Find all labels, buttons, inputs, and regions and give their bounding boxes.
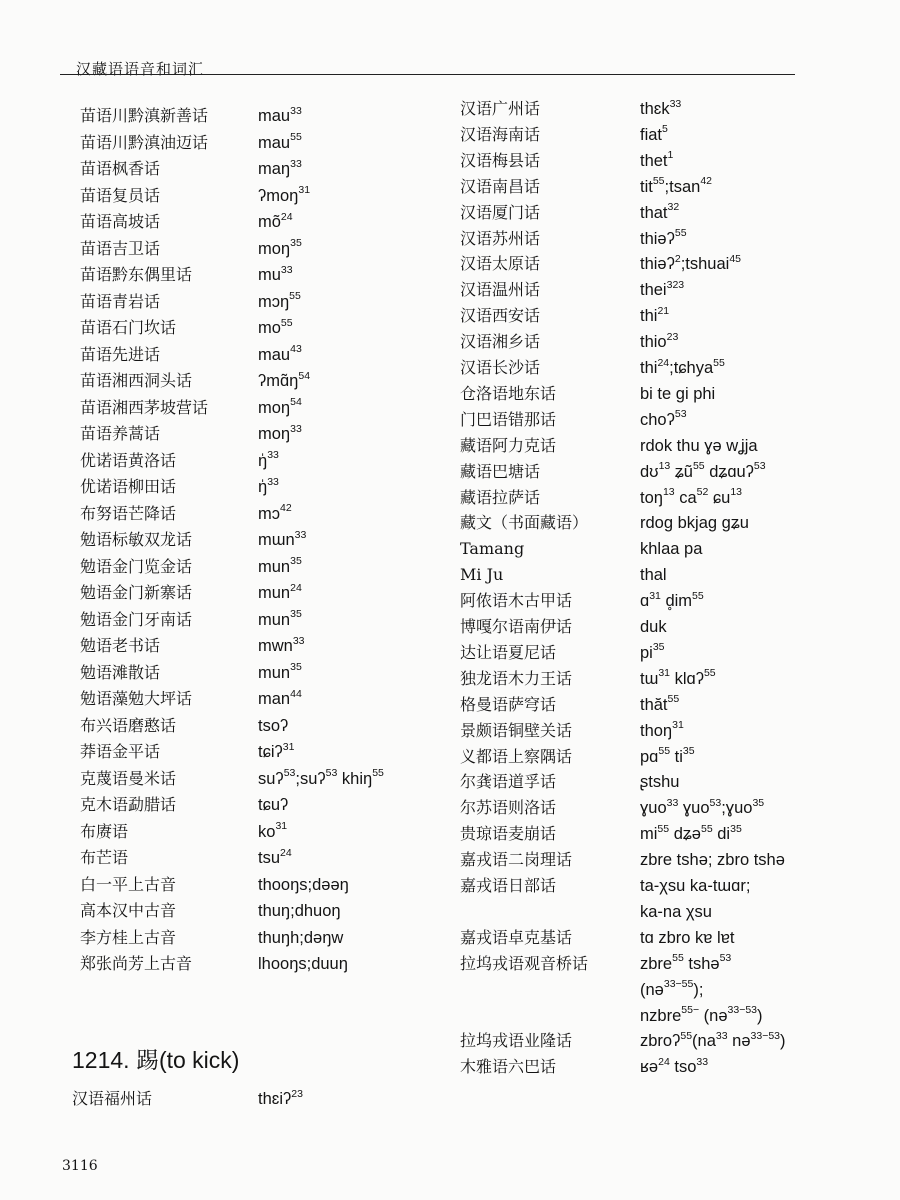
word-form: pɑ$^{55}$ $ti^{35}$	[640, 745, 695, 766]
language-name: 嘉戎语日部话	[460, 876, 557, 895]
language-name: 苗语先进话	[80, 344, 161, 364]
language-name: 拉坞戎语业隆话	[460, 1031, 573, 1051]
language-name: 独龙语木力王话	[460, 668, 573, 688]
word-form: thɛiʔ$^{23}$	[258, 1087, 303, 1108]
word-form: rdog bkjag gʑu	[640, 514, 749, 533]
language-name: 苗语黔东偶里话	[80, 265, 193, 284]
word-form: moŋ$^{54}$	[258, 396, 302, 417]
word-form: zbre tshə; zbro tshə	[640, 851, 785, 870]
word-form: mɔŋ$^{55}$	[258, 290, 301, 311]
language-name: 勉语金门牙南话	[80, 609, 193, 629]
language-name: 汉语梅县话	[460, 150, 541, 170]
word-form: lhooŋs;duuŋ	[258, 955, 348, 973]
language-name: 藏文（书面藏语）	[460, 513, 589, 533]
word-form: mɯn$^{33}$	[258, 528, 307, 549]
language-name: 汉语福州话	[72, 1089, 153, 1108]
word-form: thio$^{23}$	[640, 330, 679, 352]
language-name: 布赓语	[80, 821, 129, 841]
word-form: khlaa pa	[640, 540, 703, 559]
language-name: 优诺语柳田话	[80, 477, 177, 496]
language-name: 拉坞戎语观音桥话	[460, 953, 589, 973]
language-name: 苗语枫香话	[80, 159, 161, 178]
language-name: 藏语阿力克话	[460, 435, 557, 455]
word-form: that$^{32}$	[640, 201, 680, 222]
word-form: bi te gi phi	[640, 384, 716, 403]
word-form: mau$^{43}$	[258, 343, 302, 364]
word-form: fiat$^5$	[640, 123, 668, 144]
language-name: 苗语湘西茅坡营话	[80, 397, 209, 417]
word-form: $mu^{33}$	[258, 263, 293, 284]
language-name: 布努语芒降话	[80, 503, 177, 523]
word-form: tɕuʔ	[258, 796, 289, 814]
word-form: suʔ$^{53}$;suʔ$^{53}$ khiŋ$^{55}$	[258, 767, 384, 788]
language-name: 格曼语萨穹话	[460, 694, 557, 714]
word-form: mau$^{55}$	[258, 131, 302, 152]
word-form: mun$^{35}$	[258, 608, 302, 629]
language-name: 苗语石门坎话	[80, 318, 177, 337]
language-name: 汉语温州话	[460, 280, 541, 300]
language-name: 克蔑语曼米话	[80, 768, 177, 788]
word-form: thal	[640, 566, 667, 585]
word-form: zbre$^{55}$ tshə$^{53}$	[640, 952, 732, 973]
language-name: 勉语滩散话	[80, 662, 161, 682]
word-form: toŋ$^{13}$ $ca^{52}$ ɕu$^{13}$	[640, 486, 743, 507]
language-name: 尔龚语道孚话	[460, 772, 557, 792]
language-name: 郑张尚芳上古音	[80, 954, 193, 973]
word-form: mun$^{35}$	[258, 555, 302, 576]
language-name: 苗语川黔滇油迈话	[80, 132, 209, 152]
language-name: 勉语标敏双龙话	[80, 530, 193, 549]
word-form: tɑ zbro kɐ lɐt	[640, 928, 735, 947]
language-name: 汉语长沙话	[460, 358, 541, 377]
language-name: 苗语青岩话	[80, 291, 161, 311]
word-form: thoŋ$^{31}$	[640, 719, 684, 740]
language-name: 藏语拉萨话	[460, 487, 541, 507]
word-form: thi$^{24}$;tɕhya$^{55}$	[640, 356, 725, 377]
word-form: thet$^1$	[640, 149, 674, 170]
word-form: tɕiʔ$^{31}$	[258, 740, 295, 761]
word-form: thuŋ;dhuoŋ	[258, 902, 341, 920]
language-name: 莽语金平话	[80, 742, 161, 761]
word-form: $ʔmɑ̃ŋ^{54}$	[258, 369, 311, 390]
word-form: thăt$^{55}$	[640, 693, 680, 714]
language-name: 苗语高坡话	[80, 212, 161, 231]
word-form: nzbre$^{55-}$ (nə$^{33-53}$)	[640, 1004, 763, 1025]
language-name: 布芒语	[80, 848, 129, 867]
language-name: 藏语巴塘话	[460, 461, 541, 481]
language-name: 汉语广州话	[460, 99, 541, 118]
language-name: 白一平上古音	[80, 874, 177, 894]
language-name: 汉语湘乡话	[460, 332, 541, 352]
word-form: $mõ^{24}$	[258, 210, 293, 231]
word-form: thiəʔ$^2$;tshuai$^{45}$	[640, 252, 742, 274]
word-form: ɑ$^{31}$ $d̥im^{55}$	[640, 589, 704, 611]
word-form: thɛk$^{33}$	[640, 97, 682, 118]
word-form: $pi^{35}$	[640, 641, 665, 662]
word-form: ʁə$^{24}$ tso$^{33}$	[640, 1055, 709, 1077]
word-form: thi$^{21}$	[640, 304, 670, 326]
word-form: thooŋs;dəəŋ	[258, 875, 349, 894]
word-form: mau$^{33}$	[258, 104, 302, 125]
word-form: $mo^{55}$	[258, 316, 293, 337]
word-form: thei$^{323}$	[640, 278, 685, 300]
language-name: 苗语吉卫话	[80, 238, 161, 258]
language-name: 门巴语错那话	[460, 409, 557, 429]
language-name: 景颇语铜壁关话	[460, 720, 573, 740]
language-name: 木雅语六巴话	[460, 1057, 557, 1077]
language-name: 勉语金门新寨话	[80, 583, 193, 602]
language-name: 勉语老书话	[80, 636, 161, 655]
language-name: 达让语夏尼话	[460, 642, 557, 662]
language-name: 博嘎尔语南伊话	[460, 617, 573, 636]
language-name: 汉语太原话	[460, 254, 541, 274]
language-name: 汉语西安话	[460, 306, 541, 326]
language-name: Tamang	[460, 539, 525, 559]
word-form: $ko^{31}$	[258, 820, 288, 841]
word-form: ŋ̍$^{33}$	[258, 449, 279, 470]
word-form: moŋ$^{33}$	[258, 422, 302, 443]
language-name: 优诺语黄洛话	[80, 450, 177, 470]
language-name: 苗语川黔滇新善话	[80, 106, 209, 125]
language-name: 高本汉中古音	[80, 901, 177, 920]
header-rule	[60, 74, 795, 75]
language-name: 勉语金门览金话	[80, 556, 193, 576]
word-form: ʔmoŋ$^{31}$	[258, 184, 311, 205]
word-form: moŋ$^{35}$	[258, 237, 302, 258]
language-name: 嘉戎语卓克基话	[460, 927, 573, 947]
word-form: tsu$^{24}$	[258, 846, 292, 867]
word-form: tsoʔ	[258, 716, 289, 735]
language-name: 汉语厦门话	[460, 202, 541, 222]
page-number: 3116	[62, 1158, 98, 1174]
language-name: 李方桂上古音	[80, 927, 177, 947]
language-name: 嘉戎语二岗理话	[460, 850, 573, 870]
word-form: mun$^{24}$	[258, 581, 302, 602]
word-form: tit$^{55}$;tsan$^{42}$	[640, 175, 712, 196]
word-form: mwn$^{33}$	[258, 634, 305, 655]
word-form: duk	[640, 618, 667, 636]
language-name: 尔苏语则洛话	[460, 798, 557, 818]
language-name: 苗语湘西洞头话	[80, 371, 193, 390]
word-form: ʂtshu	[640, 773, 680, 792]
language-name: 汉语海南话	[460, 124, 541, 144]
language-name: 勉语藻勉大坪话	[80, 689, 193, 708]
language-name: 汉语苏州话	[460, 228, 541, 248]
language-name: 苗语复员话	[80, 185, 161, 205]
word-form: maŋ$^{33}$	[258, 157, 302, 178]
word-form: rdok thu ɣə wʝja	[640, 436, 758, 455]
language-name: 贵琼语麦崩话	[460, 824, 557, 844]
word-form: thiəʔ$^{55}$	[640, 227, 687, 248]
word-form: $mi^{55}$ dʑə$^{55}$ $di^{35}$	[640, 822, 742, 844]
entry-heading: 1214. 踢(to kick)	[72, 1047, 240, 1073]
word-form: man$^{44}$	[258, 687, 302, 708]
language-name: Mi Ju	[460, 565, 504, 585]
word-form: tɯ$^{31}$ klɑʔ$^{55}$	[640, 667, 716, 688]
language-name: 苗语养蒿话	[80, 424, 161, 443]
word-form: thuŋh;dəŋw	[258, 928, 344, 947]
word-form: ka-na χsu	[640, 902, 712, 921]
word-form: (nə$^{33-55}$);	[640, 978, 704, 999]
word-form: mun$^{35}$	[258, 661, 302, 682]
word-form: dʊ$^{13}$ ʑũ$^{55}$ dʑɑuʔ$^{53}$	[640, 460, 766, 481]
language-name: 义都语上察隅话	[460, 746, 573, 766]
word-form: ŋ̍$^{33}$	[258, 475, 279, 496]
language-name: 布兴语磨憨话	[80, 715, 177, 735]
word-form: choʔ$^{53}$	[640, 408, 687, 429]
language-name: 克木语勐腊话	[80, 795, 177, 814]
language-name: 阿侬语木古甲话	[460, 591, 573, 611]
word-form: ta-χsu ka-tɯɑr;	[640, 877, 751, 895]
language-name: 仓洛语地东话	[460, 383, 557, 403]
language-name: 汉语南昌话	[460, 176, 541, 196]
word-form: $zbroʔ^{55}(na^{33}$ nə$^{33-53}$)	[640, 1029, 786, 1051]
running-title: 汉藏语语音和词汇	[76, 60, 205, 78]
word-form: ɣuo$^{33}$ ɣuo$^{53}$;ɣuo$^{35}$	[640, 796, 765, 818]
word-form: mɔ$^{42}$	[258, 502, 292, 523]
